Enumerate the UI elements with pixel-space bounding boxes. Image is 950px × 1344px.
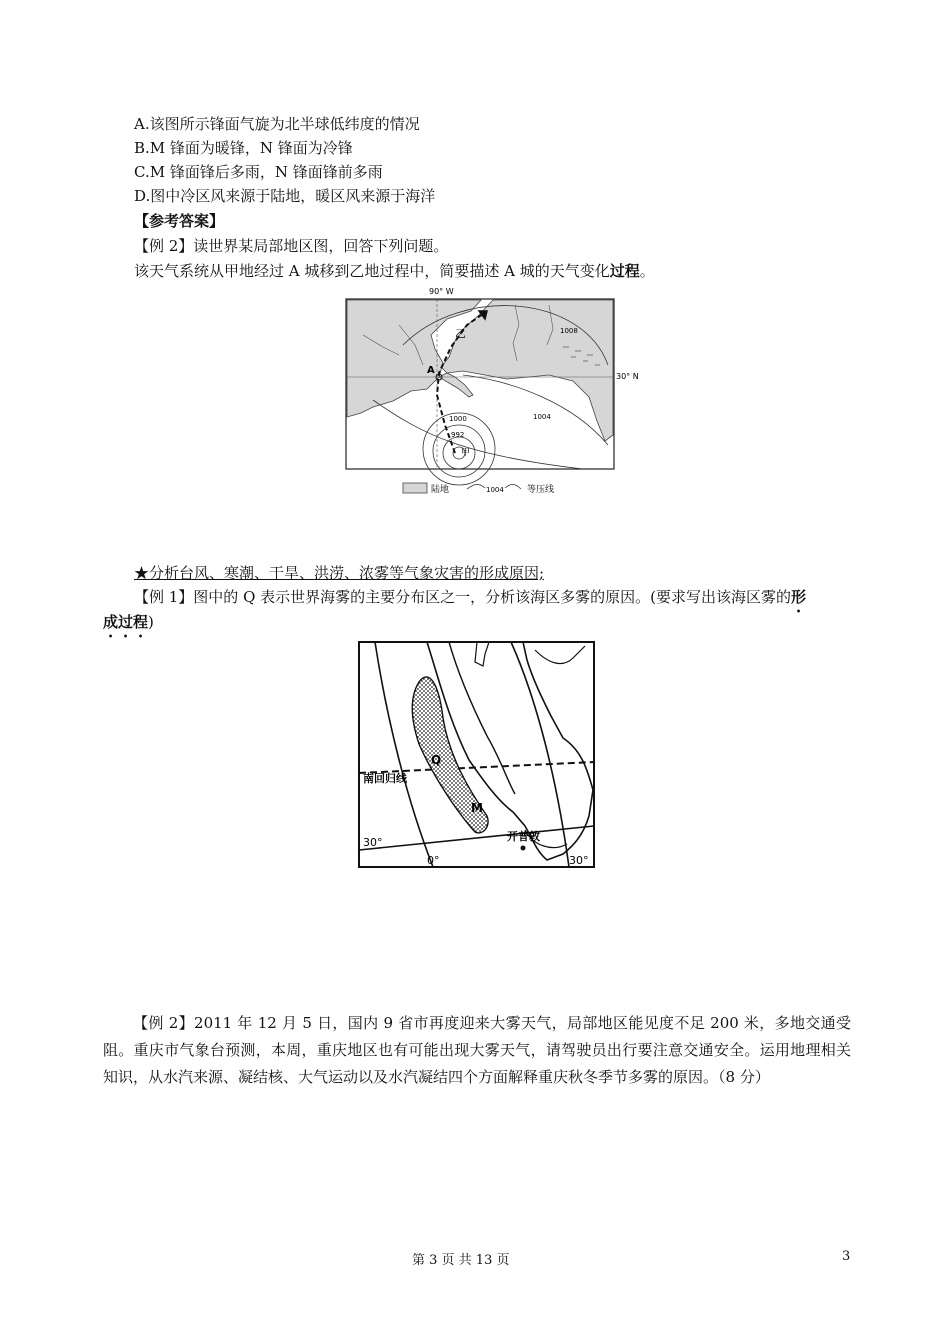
cyclone-map — [343, 285, 643, 500]
example2-title: 【例 2】读世界某局部地区图，回答下列问题。 — [134, 237, 449, 255]
label-30n: 30° N — [616, 372, 639, 381]
example1-line1 — [134, 586, 806, 616]
legend-land-label: 陆地 — [431, 485, 450, 495]
example1-emphasis-1: 形 — [791, 588, 807, 606]
option-c: C.M 锋面锋后多雨，N 锋面锋前多雨 — [134, 163, 383, 181]
label-city-a: A — [427, 365, 435, 376]
reference-answer: 【参考答案】 — [134, 212, 225, 230]
page-info: 第 3 页 共 13 页 — [412, 1253, 510, 1268]
label-cape-town: 开普敦 — [507, 830, 540, 843]
label-lon-30: 30° — [569, 854, 589, 867]
legend-land-swatch — [403, 483, 427, 493]
example1-emphasis-2: 成过程 — [103, 613, 149, 631]
label-992: 992 — [451, 431, 465, 439]
page-number: 3 — [842, 1249, 851, 1264]
example1-line2 — [103, 611, 154, 641]
section-heading: ★分析台风、寒潮、干旱、洪涝、浓雾等气象灾害的形成原因; — [134, 564, 545, 582]
example2-question — [134, 260, 655, 282]
example2-fog-paragraph: 【例 2】2011 年 12 月 5 日，国内 9 省市再度迎来大雾天气，局部地区能见度不足 200 米，多地交通受阻。重庆市气象台预测，本周，重庆地区也有可能出现大雾天气，请驾驶员出行要注意交通安全。运用地理相关知识，从水汽来源、凝结核、大气运动以及水汽凝结四个方面解释重庆秋冬季节多雾的原因。（8 分） — [103, 1014, 851, 1086]
label-lon-0: 0° — [427, 854, 440, 867]
option-b: B.M 锋面为暖锋，N 锋面为冷锋 — [134, 139, 353, 157]
label-90w: 90° W — [429, 287, 454, 296]
label-jia: 甲 — [461, 448, 471, 458]
legend-isobar-value: 1004 — [486, 486, 504, 494]
label-lat-30: 30° — [363, 836, 383, 849]
example1-text: 【例 1】图中的 Q 表示世界海雾的主要分布区之一，分析该海区多雾的原因。(要求写出该海区雾的 — [134, 588, 792, 606]
legend-isobar-label: 等压线 — [527, 485, 555, 495]
example2-question-bold: 过程 — [609, 262, 640, 280]
label-tropic: 南回归线 — [363, 772, 407, 785]
label-q: Q — [431, 753, 442, 767]
option-d: D.图中冷区风来源于陆地，暖区风来源于海洋 — [134, 187, 436, 205]
label-1008: 1008 — [560, 327, 578, 335]
example2-question-text: 该天气系统从甲地经过 A 城移到乙地过程中，简要描述 A 城的天气变化 — [134, 262, 610, 280]
example2-question-suffix: 。 — [639, 262, 655, 280]
label-yi: 乙 — [455, 327, 466, 340]
label-1004: 1004 — [533, 413, 551, 421]
fog-map — [357, 640, 597, 870]
option-a: A.该图所示锋面气旋为北半球低纬度的情况 — [134, 115, 420, 133]
label-1000: 1000 — [449, 415, 467, 423]
example1-suffix: ) — [148, 613, 154, 631]
label-m: M — [471, 801, 483, 815]
cape-town-marker-icon — [521, 846, 526, 851]
